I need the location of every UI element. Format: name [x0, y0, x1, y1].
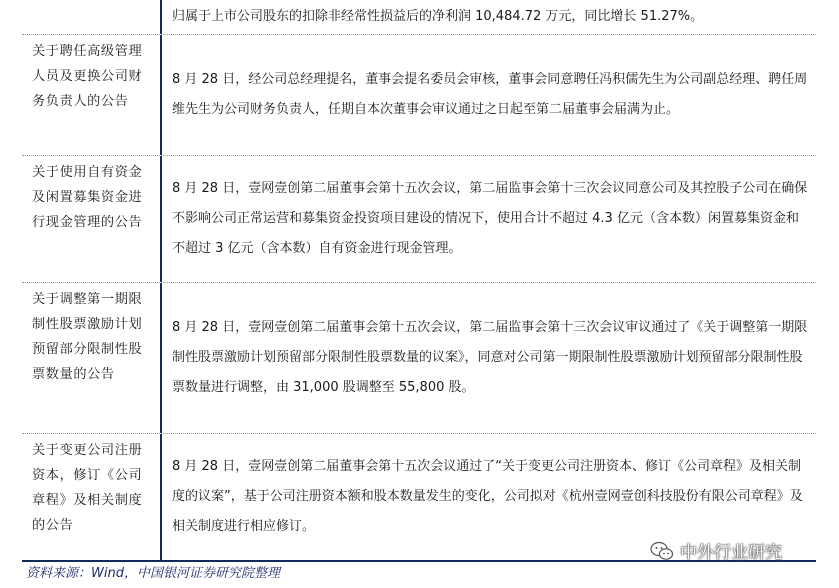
announcement-table	[22, 0, 816, 562]
wechat-icon	[650, 540, 674, 562]
table-row	[22, 283, 816, 434]
table-row	[22, 156, 816, 283]
announcement-title: 关于使用自有资金及闲置募集资金进行现金管理的公告	[22, 156, 162, 282]
watermark	[650, 538, 782, 563]
announcement-title: 关于调整第一期限制性股票激励计划预留部分限制性股票数量的公告	[22, 283, 162, 433]
announcement-description: 8 月 28 日，壹网壹创第二届董事会第十五次会议，第二届监事会第十三次会议同意公司及其控股子公司在确保不影响公司正常运营和募集资金投资项目建设的情况下，使用合计不超过 4.3 亿元（含本数）闲置募集资金和不超过 3 亿元（含本数）自有资金进行现金管理。	[172, 181, 808, 256]
watermark-text: 中外行业研究	[680, 543, 782, 563]
announcement-description: 8 月 28 日，经公司总经理提名，董事会提名委员会审核，董事会同意聘任冯积儒先生为公司副总经理、聘任周维先生为公司财务负责人，任期自本次董事会审议通过之日起至第二届董事会届满为止。	[172, 72, 808, 117]
table-row	[22, 0, 816, 35]
announcement-description: 8 月 28 日，壹网壹创第二届董事会第十五次会议，第二届监事会第十三次会议审议通过了《关于调整第一期限制性股票激励计划预留部分限制性股票数量的议案》，同意对公司第一期限制性股票激励计划预留部分限制性股票数量进行调整，由 31,000 股调整至 55,800 股。	[172, 320, 808, 395]
announcement-description: 归属于上市公司股东的扣除非经常性损益后的净利润 10,484.72 万元，同比增长 51.27%。	[172, 9, 704, 24]
announcement-title	[22, 0, 162, 34]
announcement-description: 8 月 28 日，壹网壹创第二届董事会第十五次会议通过了“关于变更公司注册资本、修订《公司章程》及相关制度的议案”，基于公司注册资本额和股本数量发生的变化，公司拟对《杭州壹网壹创科技股份有限公司章程》及相关制度进行相应修订。	[172, 459, 803, 534]
announcement-title: 关于聘任高级管理人员及更换公司财务负责人的公告	[22, 35, 162, 155]
announcement-title: 关于变更公司注册资本，修订《公司章程》及相关制度的公告	[22, 434, 162, 560]
source-note: 资料来源：Wind，中国银河证券研究院整理	[26, 566, 280, 581]
table-row	[22, 35, 816, 156]
